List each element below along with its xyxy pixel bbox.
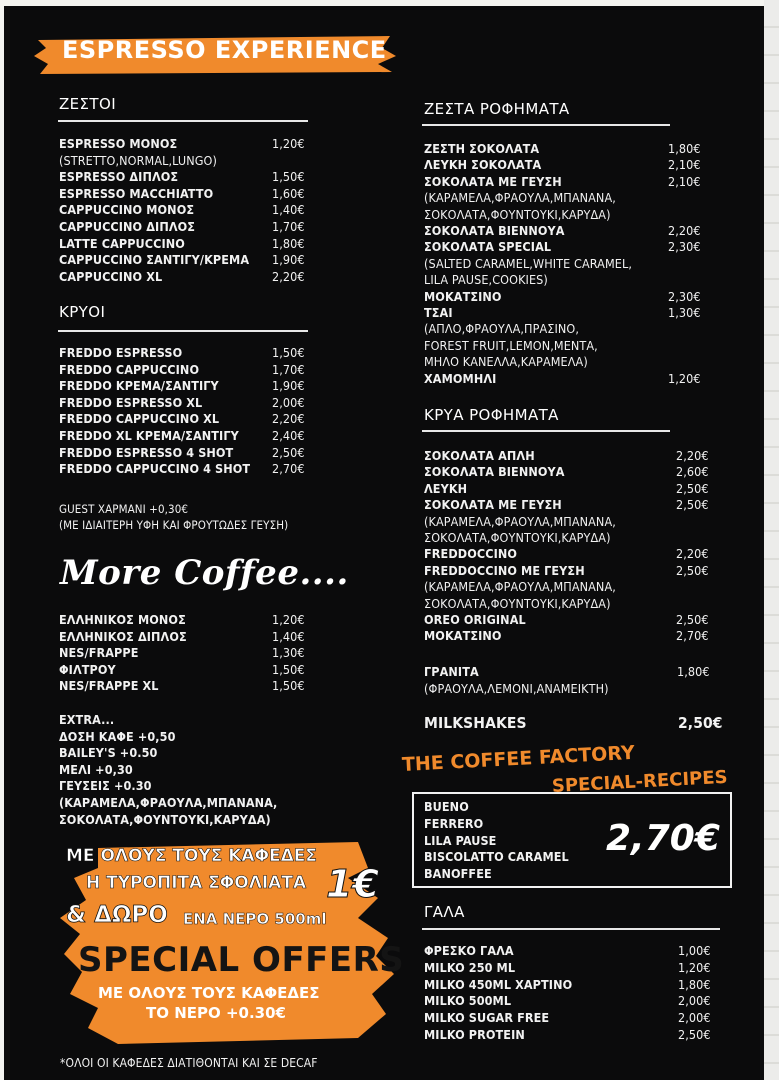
menu-item-price: 1,50€	[272, 661, 305, 677]
offer-line-1: ΜΕ ΟΛΟΥΣ ΤΟΥΣ ΚΑΦΕΔΕΣ	[66, 846, 318, 866]
menu-item-price: 2,50€	[676, 612, 709, 627]
menu-item-name: ΦΙΛΤΡΟΥ	[59, 661, 116, 677]
menu-item-name: MILKO PROTEIN	[424, 1027, 525, 1042]
menu-item-price: 1,80€	[678, 976, 711, 992]
menu-item-price: 1,40€	[272, 202, 305, 218]
menu-item-price: 1,20€	[668, 370, 701, 386]
menu-item-name: FREDDO ESPRESSO XL	[59, 394, 203, 410]
granita-label: ΓΡΑΝΙΤΑ	[424, 664, 479, 679]
granita-flavors: (ΦΡΑΟΥΛΑ,ΛΕΜΟΝΙ,ΑΝΑΜΕΙΚΤΗ)	[424, 681, 609, 696]
decaf-footnote: *ΟΛΟΙ ΟΙ ΚΑΦΕΔΕΣ ΔΙΑΤΙΘΟΝΤΑΙ ΚΑΙ ΣΕ DECAF	[60, 1056, 318, 1070]
special-recipes-price: 2,70€	[606, 818, 720, 859]
menu-item-name: FREDDO CAPPUCCINO XL	[59, 411, 220, 427]
offer-line-5: ΤΟ ΝΕΡΟ +0.30€	[146, 1004, 286, 1022]
menu-item-price: 1,20€	[272, 136, 305, 151]
menu-item-name: ΣΟΚΟΛΑΤΑ ΒΙΕΝΝΟΥΑ	[424, 223, 565, 238]
menu-item-name: (ΚΑΡΑΜΕΛΑ,ΦΡΑΟΥΛΑ,ΜΠΑΝΑΝΑ,	[424, 513, 616, 529]
menu-item-name: ESPRESSO ΜΟΝΟΣ	[59, 136, 178, 151]
list-item: BAILEY'S +0.50	[59, 745, 158, 761]
list-item: BANOFFEE	[424, 866, 492, 882]
menu-item-name: (ΑΠΛΟ,ΦΡΑΟΥΛΑ,ΠΡΑΣΙΝΟ,	[424, 321, 580, 337]
menu-item-name: LATTE CAPPUCCINO	[59, 235, 185, 251]
menu-item-name: MILKO SUGAR FREE	[424, 1010, 550, 1026]
menu-item-name: FREDDO ESPRESSO 4 SHOT	[59, 444, 234, 460]
milkshakes-price: 2,50€	[678, 714, 723, 732]
menu-item-name: FREDDO ΚΡΕΜΑ/ΣΑΝΤΙΓΥ	[59, 378, 219, 394]
menu-item-name: FREDDO CAPPUCCINO 4 SHOT	[59, 461, 251, 477]
menu-item-name: ΣΟΚΟΛΑΤΑ ΜΕ ΓΕΥΣΗ	[424, 497, 562, 513]
milk-heading: ΓΑΛΑ	[424, 903, 465, 921]
menu-item-name: CAPPUCCINO ΜΟΝΟΣ	[59, 202, 195, 218]
menu-item-name: ΖΕΣΤΗ ΣΟΚΟΛΑΤΑ	[424, 141, 540, 156]
menu-item-name: CAPPUCCINO ΔΙΠΛΟΣ	[59, 219, 196, 234]
list-item: ΔΟΣΗ ΚΑΦΕ +0,50	[59, 728, 176, 744]
menu-item-name: ΕΛΛΗΝΙΚΟΣ ΔΙΠΛΟΣ	[59, 628, 187, 644]
menu-item-name: ΣΟΚΟΛΑΤΑ ΜΕ ΓΕΥΣΗ	[424, 173, 562, 189]
menu-item-name: NES/FRAPPE XL	[59, 678, 159, 694]
menu-item-name: (ΚΑΡΑΜΕΛΑ,ΦΡΑΟΥΛΑ,ΜΠΑΝΑΝΑ,	[424, 190, 616, 206]
menu-item-name: ΣΟΚΟΛΑΤΑ ΑΠΛΗ	[424, 448, 535, 463]
menu-item-name: ΜΟΚΑΤΣΙΝΟ	[424, 628, 502, 644]
menu-item-name: ΦΡΕΣΚΟ ΓΑΛΑ	[424, 943, 514, 958]
menu-item-name: OREO ORIGINAL	[424, 612, 526, 627]
menu-item-name: FREDDOCCINO ΜΕ ΓΕΥΣΗ	[424, 562, 585, 578]
divider	[422, 928, 720, 930]
menu-item-price: 2,50€	[676, 480, 709, 496]
menu-item-price: 2,20€	[272, 268, 305, 284]
offer-line-2: Η ΤΥΡΟΠΙΤΑ ΣΦΟΛΙΑΤΑ	[86, 873, 307, 893]
offer-price: 1€	[326, 862, 379, 906]
menu-item-price: 1,20€	[678, 959, 711, 975]
menu-item-name: FREDDOCCINO	[424, 546, 518, 562]
menu-item-price: 2,50€	[676, 562, 709, 578]
menu-item-price: 1,80€	[272, 235, 305, 251]
menu-item-price: 1,70€	[272, 361, 305, 377]
menu-item-price: 2,00€	[678, 1010, 711, 1026]
menu-item-price: 1,30€	[668, 305, 701, 320]
menu-item-name: ΧΑΜΟΜΗΛΙ	[424, 370, 497, 386]
more-coffee-heading: More Coffee....	[60, 553, 349, 593]
menu-item-price: 2,00€	[272, 394, 305, 410]
guest-blend: GUEST ΧΑΡΜΑΝΙ +0,30€	[59, 502, 189, 516]
menu-item-name: ΣΟΚΟΛΑΤΑ,ΦΟΥΝΤΟΥΚΙ,ΚΑΡΥΔΑ)	[424, 530, 611, 545]
menu-item-name: ΛΕΥΚΗ ΣΟΚΟΛΑΤΑ	[424, 157, 542, 173]
menu-item-price: 2,10€	[668, 173, 701, 189]
cold-drinks-heading: ΚΡΥΑ ΡΟΦΗΜΑΤΑ	[424, 406, 559, 424]
menu-item-name: FREDDO ESPRESSO	[59, 345, 183, 360]
menu-item-name: ΛΕΥΚΗ	[424, 480, 468, 496]
menu-item-name: CAPPUCCINO XL	[59, 268, 163, 284]
menu-item-price: 2,20€	[668, 223, 701, 238]
special-offers-title: SPECIAL OFFERS	[78, 940, 405, 980]
menu-item-price: 2,50€	[676, 497, 709, 513]
menu-item-price: 1,50€	[272, 345, 305, 360]
list-item: ΜΕΛΙ +0,30	[59, 761, 133, 777]
menu-item-name: ΣΟΚΟΛΑΤΑ SPECIAL	[424, 239, 552, 255]
menu-item-price: 2,20€	[676, 546, 709, 562]
cold-heading: ΚΡΥΟΙ	[59, 303, 106, 321]
menu-item-name: FOREST FRUIT,LEMON,ΜΕΝΤΑ,	[424, 337, 598, 353]
menu-item-price: 1,50€	[272, 678, 305, 694]
menu-item-name: FREDDO XL ΚΡΕΜΑ/ΣΑΝΤΙΓΥ	[59, 428, 239, 443]
factory-subtitle: SPECIAL-RECIPES	[551, 766, 729, 797]
milkshakes-label: MILKSHAKES	[424, 714, 527, 732]
menu-item-price: 2,30€	[668, 288, 701, 304]
menu-item-name: ΜΟΚΑΤΣΙΝΟ	[424, 288, 502, 304]
guest-blend-note: (ΜΕ ΙΔΙΑΙΤΕΡΗ ΥΦΗ ΚΑΙ ΦΡΟΥΤΩΔΕΣ ΓΕΥΣΗ)	[59, 518, 289, 532]
menu-item-price: 2,50€	[678, 1027, 711, 1042]
menu-item-name: ΤΣΑΙ	[424, 305, 453, 320]
menu-item-price: 1,40€	[272, 628, 305, 644]
list-item: FERRERO	[424, 815, 484, 831]
divider	[422, 430, 670, 432]
menu-item-price: 1,50€	[272, 169, 305, 185]
divider	[58, 120, 308, 122]
menu-item-name: NES/FRAPPE	[59, 645, 139, 661]
menu-item-name: ESPRESSO MACCHIATTO	[59, 185, 214, 201]
menu-item-price: 1,00€	[678, 943, 711, 958]
menu-title: ESPRESSO EXPERIENCE	[62, 36, 387, 64]
menu-item-price: 2,40€	[272, 428, 305, 443]
menu-item-name: MILKO 450ML ΧΑΡΤΙΝΟ	[424, 976, 573, 992]
offer-gift: & ΔΩΡΟ	[66, 902, 168, 928]
divider	[58, 330, 308, 332]
paper-edge	[764, 0, 779, 1080]
menu-item-name: ΣΟΚΟΛΑΤΑ,ΦΟΥΝΤΟΥΚΙ,ΚΑΡΥΔΑ)	[424, 595, 611, 611]
menu-item-price: 2,70€	[676, 628, 709, 644]
list-item: ΣΟΚΟΛΑΤΑ,ΦΟΥΝΤΟΥΚΙ,ΚΑΡΥΔΑ)	[59, 811, 271, 827]
menu-item-price: 1,30€	[272, 645, 305, 661]
menu-item-price: 2,10€	[668, 157, 701, 173]
divider	[422, 124, 670, 126]
menu-item-price: 1,60€	[272, 185, 305, 201]
offer-line-4: ΜΕ ΟΛΟΥΣ ΤΟΥΣ ΚΑΦΕΔΕΣ	[98, 984, 320, 1002]
menu-item-name: ESPRESSO ΔΙΠΛΟΣ	[59, 169, 179, 185]
list-item: BISCOLATTO CARAMEL	[424, 849, 569, 865]
hot-drinks-heading: ΖΕΣΤΑ ΡΟΦΗΜΑΤΑ	[424, 100, 570, 118]
menu-item-name: (SALTED CARAMEL,WHITE CARAMEL,	[424, 255, 632, 271]
menu-item-price: 2,30€	[668, 239, 701, 255]
menu-item-price: 2,00€	[678, 993, 711, 1009]
menu-item-price: 1,70€	[272, 219, 305, 234]
menu-item-price: 2,60€	[676, 464, 709, 480]
list-item: EXTRA...	[59, 712, 115, 727]
menu-item-name: ΜΗΛΟ ΚΑΝΕΛΛΑ,ΚΑΡΑΜΕΛΑ)	[424, 354, 588, 370]
menu-item-name: ΣΟΚΟΛΑΤΑ ΒΙΕΝΝΟΥΑ	[424, 464, 565, 480]
list-item: LILA PAUSE	[424, 832, 497, 848]
menu-item-name: CAPPUCCINO ΣΑΝΤΙΓΥ/ΚΡΕΜΑ	[59, 252, 250, 268]
menu-item-name: (STRETTO,NORMAL,LUNGO)	[59, 152, 217, 168]
granita-price: 1,80€	[677, 664, 710, 679]
factory-title: THE COFFEE FACTORY	[401, 741, 636, 776]
menu-item-name: MILKO 500ML	[424, 993, 512, 1009]
menu-item-name: MILKO 250 ML	[424, 959, 516, 975]
menu-item-name: FREDDO CAPPUCCINO	[59, 361, 200, 377]
menu-item-price: 1,80€	[668, 141, 701, 156]
list-item: ΓΕΥΣΕΙΣ +0.30	[59, 778, 152, 794]
menu-item-name: ΣΟΚΟΛΑΤΑ,ΦΟΥΝΤΟΥΚΙ,ΚΑΡΥΔΑ)	[424, 206, 611, 222]
menu-item-price: 2,50€	[272, 444, 305, 460]
menu-item-price: 2,70€	[272, 461, 305, 477]
menu-item-price: 2,20€	[676, 448, 709, 463]
menu-item-name: (ΚΑΡΑΜΕΛΑ,ΦΡΑΟΥΛΑ,ΜΠΑΝΑΝΑ,	[424, 579, 616, 595]
menu-item-price: 1,90€	[272, 378, 305, 394]
menu-item-price: 2,20€	[272, 411, 305, 427]
list-item: BUENO	[424, 799, 469, 814]
list-item: (ΚΑΡΑΜΕΛΑ,ΦΡΑΟΥΛΑ,ΜΠΑΝΑΝΑ,	[59, 795, 278, 810]
menu-item-price: 1,90€	[272, 252, 305, 268]
menu-item-price: 1,20€	[272, 612, 305, 627]
menu-item-name: ΕΛΛΗΝΙΚΟΣ ΜΟΝΟΣ	[59, 612, 186, 627]
hot-heading: ΖΕΣΤΟΙ	[59, 95, 117, 113]
menu-item-name: LILA PAUSE,COOKIES)	[424, 272, 548, 288]
offer-water: ΕΝΑ ΝΕΡΟ 500ml	[183, 910, 327, 928]
